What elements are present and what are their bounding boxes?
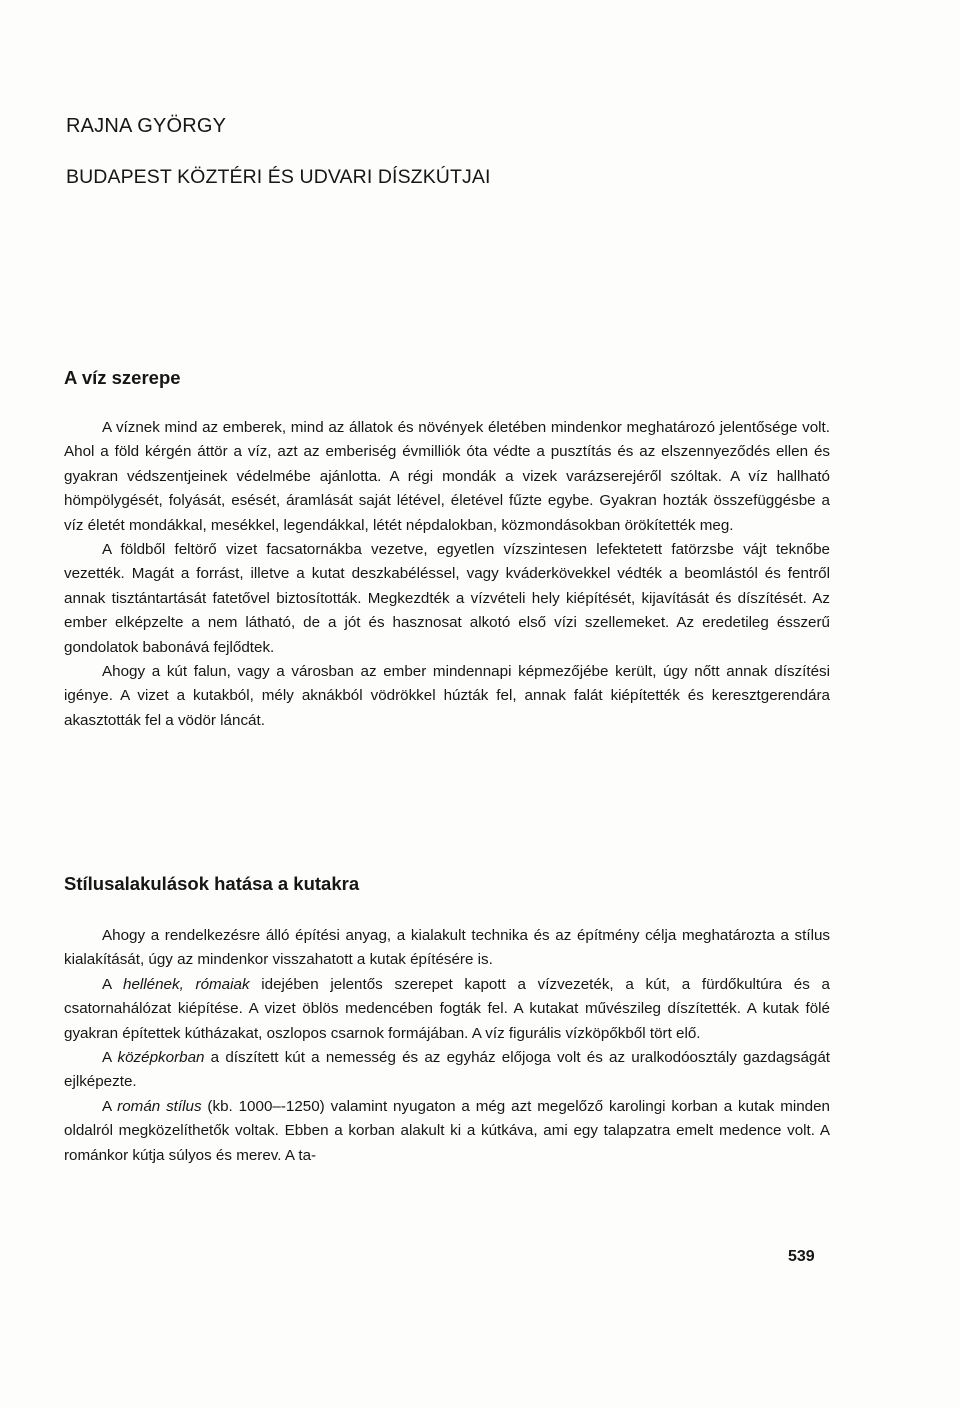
section-heading-style-influence: Stílusalakulások hatása a kutakra xyxy=(64,873,360,894)
section-body-water-role xyxy=(64,416,830,733)
paragraph: Ahogy a rendelkezésre álló építési anyag, a kialakult technika és az építmény célja meghatározta a stílus kialakítását, úgy az mindenkor visszahatott a kutak építésére is. xyxy=(64,927,830,969)
text-run: A xyxy=(102,975,124,993)
italic-term: hellének, rómaiak xyxy=(123,975,250,993)
paragraph: A földből feltörő vizet facsatornákba vezetve, egyetlen vízszintesen lefektetett fatörzsbe vájt teknőbe vezették. Magát a forrást, illetve a kutat deszkabéléssel, vagy kváderkövekkel védték a beomlástól és fentről annak tisztántartását fatetővel biztosították. Megkezdték a vízvételi hely kiépítését, kijavítását és díszítését. Az ember elképzelte a nem látható, de a jót és hasznosat alkotó első vízi szellemeket. Az eredetileg ésszerű gondolatok babonává fejlődtek. xyxy=(64,541,830,656)
paragraph: Ahogy a kút falun, vagy a városban az ember mindennapi képmezőjébe került, úgy nőtt annak díszítési igénye. A vizet a kutakból, mély aknákból vödrökkel húzták fel, annak falát kiépítették és keresztgerendára akasztották fel a vödör láncát. xyxy=(64,663,830,729)
italic-term: román stílus xyxy=(117,1097,202,1115)
section-heading-water-role: A víz szerepe xyxy=(64,367,181,388)
paragraph xyxy=(64,1095,830,1168)
italic-term: középkorban xyxy=(117,1049,205,1067)
text-run: a díszített kút a nemesség és az egyház előjoga volt és az uralkodóosztály gazdagságát ejlképezte. xyxy=(64,1049,830,1091)
author-name: RAJNA GYÖRGY xyxy=(66,115,227,137)
text-run: (kb. 1000–-1250) valamint nyugaton a még azt megelőző karolingi korban a kutak minden oldalról megközelíthetők voltak. Ebben a korban alakult ki a kútkáva, ami egy talapzatra emelt medence volt. A románkor kútja súlyos és merev. A ta- xyxy=(64,1097,831,1164)
page-number: 539 xyxy=(788,1248,815,1265)
document-title: BUDAPEST KÖZTÉRI ÉS UDVARI DÍSZKÚTJAI xyxy=(66,166,491,188)
section-body-style-influence xyxy=(64,924,830,1168)
paragraph xyxy=(64,973,830,1046)
text-run: A xyxy=(102,1097,118,1115)
text-run: idejében jelentős szerepet kapott a vízvezeték, a kút, a fürdőkultúra és a csatornahálózat kiépítése. A vizet öblös medencében fogták fel. A kutakat művészileg díszítették. A kutak fölé gyakran építettek kútházakat, oszlopos csarnok formájában. A víz figurális vízköpőkből tört elő. xyxy=(64,975,831,1042)
text-run: A xyxy=(102,1049,118,1067)
paragraph: A víznek mind az emberek, mind az állatok és növények életében mindenkor meghatározó jelentősége volt. Ahol a föld kérgén áttör a víz, azt az emberiség évmilliók óta védte a pusztítás és az elszennyeződés ellen és gyakran védszentjeinek védelmébe ajánlotta. A régi mondák a vizek varázserejéről szóltak. A víz hallható hömpölygését, folyását, esését, áramlását saját létével, életével fűzte egybe. Gyakran hozták összefüggésbe a víz életét mondákkal, mesékkel, legendákkal, létét népdalokban, közmondásokban örökítették meg. xyxy=(64,419,830,534)
paragraph xyxy=(64,1046,830,1095)
